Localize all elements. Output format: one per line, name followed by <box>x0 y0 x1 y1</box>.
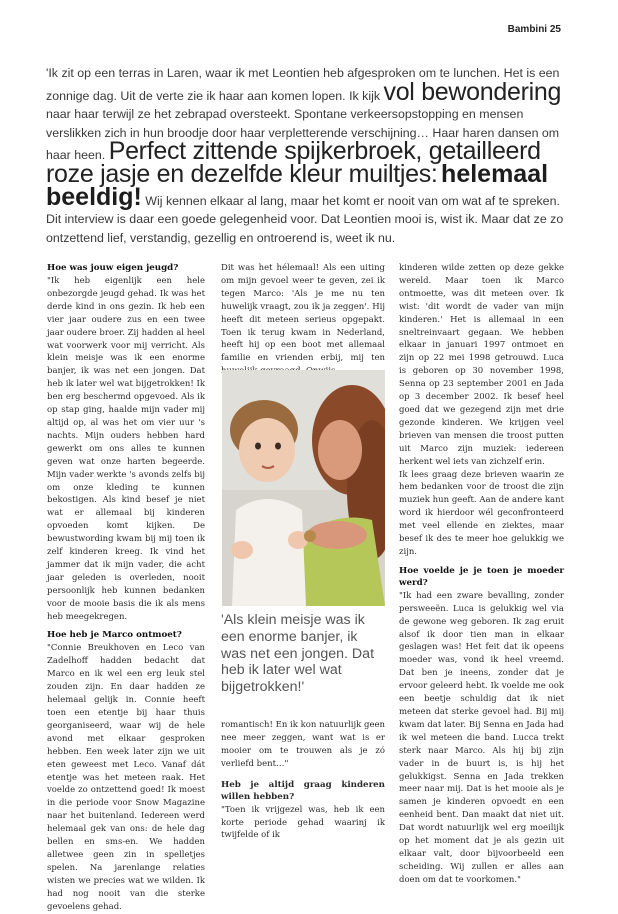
intro-highlight-1: vol bewondering <box>383 77 562 106</box>
answer-paragraph: kinderen wilde zetten op deze gekke wereld. Maar toen ik Marco ontmoette, was dit meteen over. Ik wist: 'dit wordt de vader van mijn kinderen.' Het is allemaal in een sneltreinvaart gegaan. We hebben elkaar in januari 1997 ontmoet en zijn op 22 mei 1998 getrouwd. Luca is geboren op 30 november 1998, Senna op 23 september 2001 en Jada op 3 december 2002. Ik besef heel goed dat we gezegend zijn met drie gezonde kinderen. We krijgen veel brieven van mensen die troost putten uit Marco zijn muziek: iedereen herkent wel iets van zichzelf erin. <box>399 263 564 467</box>
photo-illustration <box>222 370 385 606</box>
question-heading: Hoe heb je Marco ontmoet? <box>47 630 182 641</box>
mother-child-photo <box>222 370 385 606</box>
answer-paragraph: Ik lees graag deze brieven waarin ze hem bedanken voor de troost die zijn muziek hun geeft. Aan de andere kant word ik hierdoor wél geconfronteerd met veel ellende en ziektes, maar besef ik des te meer hoe gelukkig we zijn. <box>399 469 564 557</box>
answer-paragraph: Dit was het hélemaal! Als een uiting om mijn gevoel weer te geven, zei ik tegen Marco: 'Als je me nu ten huwelijk vraagt, zou ik ja zeggen'. Hij heeft dit meteen serieus opgepakt. Toen ik terug kwam in Nederland, heeft hij op een boot met allemaal familie en vrienden erbij, mij ten <box>221 263 385 364</box>
article-column-2-continued <box>221 719 385 842</box>
page-folio: Bambini 25 <box>507 24 561 35</box>
pull-quote: 'Als klein meisje was ik een enorme banjer, ik was net een jongen. Dat heb ik later wel wat bijgetrokken!' <box>221 612 375 696</box>
question-heading: Hoe was jouw eigen jeugd? <box>47 263 179 273</box>
intro-text-3: Wij kennen elkaar al lang, maar het komt er nooit van om wat af te spreken. Dit interview is daar een goede gelegenheid voor. Dat Leontien mooi is, wist ik. Maar dat ze zo ontzettend lief, verstandig, gezellig en ontroerend is, weet ik nu. <box>46 193 564 245</box>
article-column-3 <box>399 262 564 887</box>
answer-paragraph: "Connie Breukhoven en Leco van Zadelhoff hadden bedacht dat Marco en ik wel een erg leuk stel zouden zijn. En daar hadden ze helemaal gelijk in. Connie heeft toen een etentje bij haar thuis georganiseerd, waar wij de hele avond met elkaar gesproken hebben. Een week later zijn we uit eten geweest met Leco. Vanaf dát etentje was het meteen raak. Het voelde zo ontzettend goed! Ik moest in die periode voor Snow Magazine naar het buitenland. Iedereen werd helemaal gek van ons: de hele dag bellen en sms-en. We hadden alletwee geen zin in spelletjes spelen. Na jarenlange relaties wisten we precies wat we wilden. Ik had nog nooit van die sterke gevoelens gehad. <box>47 643 205 912</box>
article-column-2 <box>221 262 385 378</box>
answer-paragraph: "Ik had een zware bevalling, zonder persweeën. Luca is gelukkig wel via de gewone weg geboren. Ik zag eruit alsof ik door tien man in elkaar geslagen was! Het feit dat ik opeens moeder was, vond ik heel vreemd. Dat ben je ineens, zonder dat je ervoor geleerd hebt. Ik voelde me ook een beetje schuldig dat ik niet meteen dat sterke gevoel had. Bij mij kwam dat later. Bij Senna en Jada had ik wel meteen die band. Lucca trekt sterk naar Marco. Als hij bij zijn vader in de buurt is, is hij het gelukkigst. Senna en Jada trekken meer naar mij. Dat is het mooie als je samen je kinderen opvoedt en een eenheid bent. Dan maakt dat niet uit. Dat wordt natuurlijk wel erg moeilijk op het moment dat je als gezin uit elkaar valt, door bijvoorbeeld een scheiding. Wij zullen er alles aan doen om dat te voorkomen." <box>399 590 564 885</box>
intro-text-2: naar haar terwijl ze het zebrapad oversteekt. Spontane verkeersopstopping en mensen verslikken zich in hun broodje door haar verpletterende verschijning… Haar haren dansen om haar heen. <box>46 107 560 163</box>
intro-paragraph <box>46 64 576 247</box>
intro-highlight-2: Perfect zittende spijkerbroek, getailleerd roze jasje en dezelfde kleur muiltjes: <box>46 137 541 188</box>
intro-text-1: 'Ik zit op een terras in Laren, waar ik met Leontien heb afgesproken om te lunchen. Het is een zonnige dag. Uit de verte zie ik haar aan komen lopen. Ik kijk <box>46 66 560 103</box>
intro-highlight-3: helemaal beeldig! <box>46 159 549 211</box>
answer-paragraph: romantisch! En ik kon natuurlijk geen nee meer zeggen, want wat is er mooier om te trouwen als je zó verliefd bent…" <box>221 720 385 769</box>
answer-paragraph: "Toen ik vrijgezel was, heb ik een korte periode gehad waarinj ik twijfelde of ik <box>221 804 385 841</box>
question-heading: Heb je altijd graag kinderen willen hebben? <box>221 779 385 802</box>
question-heading: Hoe voelde je je toen je moeder werd? <box>399 565 564 588</box>
article-column-1 <box>47 262 205 914</box>
answer-paragraph: "Ik heb eigenlijk een hele onbezorgde jeugd gehad. Ik was het derde kind in ons gezin. Ik heb een vier jaar oudere zus en een twee jaar oudere broer. Zij hadden al heel wat voorwerk voor mij verricht. Als klein meisje was ik een enorme banjer, ik was net een jongen. Dat heb ik later wel wat bijgetrokken! Ik ben erg beschermd opgevoed. Als ik op stap ging, haalde mijn vader mij altijd op, al was het om vier uur 's nachts. Mijn ouders hebben hard gewerkt om ons alles te kunnen geven wat onze harten begeerde. Mijn vader werkte 's avonds zelfs bij om onze kleding te kunnen bekostigen. Als kind besef je niet wat er allemaal bij kinderen opvoeden komt kijken. De bewustwording kwam bij mij toen ik zelf kinderen kreeg. Ik vind het jammer dat ik mijn vader, die acht jaar geleden is overleden, nooit persoonlijk heb kunnen bedanken voor de mooie basis die ik als mens heb meegekregen. <box>47 276 205 622</box>
